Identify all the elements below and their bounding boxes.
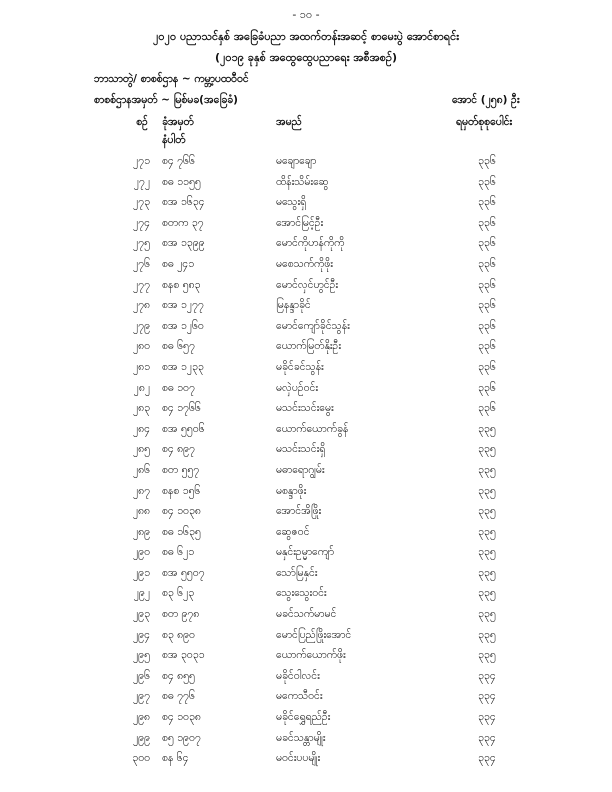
roll-number: စ၄ ၁၀၃၈ xyxy=(162,505,201,518)
table-row xyxy=(0,729,612,750)
student-name: မောင်လှင်ဟွင်ဦး xyxy=(276,278,339,291)
roll-number: စအ ၃၀၃၁ xyxy=(162,649,205,662)
row-number: ၂၇၇ xyxy=(133,278,150,291)
total-marks: ၃၃၆ xyxy=(478,278,496,291)
table-row xyxy=(0,584,612,605)
roll-number: စနစ ၁၅၆ xyxy=(162,484,201,497)
roll-number: စနစ ၅၈၃ xyxy=(162,278,201,291)
student-name: မစေသက်ကိုဖိုး xyxy=(276,257,333,270)
total-marks: ၃၃၅ xyxy=(478,463,496,476)
total-marks: ၃၃၅ xyxy=(478,422,496,435)
row-number: ၂၉၄ xyxy=(133,628,150,641)
total-marks: ၃၃၅ xyxy=(478,566,496,579)
table-row xyxy=(0,523,612,544)
roll-number: စ၄ ၈၉၇ xyxy=(162,443,195,456)
total-marks: ၃၃၅ xyxy=(478,505,496,518)
roll-number: စဓ ၁၆၃၅ xyxy=(162,525,201,538)
student-name: မဓာရောဂျွမ်း xyxy=(276,463,325,476)
student-name: သွေးသွေးဝင်း xyxy=(276,587,327,600)
table-row xyxy=(0,337,612,358)
table-row xyxy=(0,543,612,564)
roll-number: စ၄ ၁၇၆၆ xyxy=(162,402,201,415)
student-name: မခိုင်ဝါလင်း xyxy=(276,669,320,682)
page-number: - ၁၀ - xyxy=(292,8,320,21)
row-number: ၂၇၂ xyxy=(133,175,150,188)
row-number: ၂၇၆ xyxy=(133,257,150,270)
table-row xyxy=(0,482,612,503)
total-marks: ၃၃၆ xyxy=(478,196,496,209)
student-name: မစန္ဒာဖိုး xyxy=(276,484,307,497)
roll-number: စန ၆၄ xyxy=(162,752,189,765)
row-number: ၂၈၉ xyxy=(132,525,150,538)
total-marks: ၃၃၆ xyxy=(478,299,496,312)
table-row xyxy=(0,461,612,482)
total-marks: ၃၃၆ xyxy=(478,216,496,229)
student-name: မောင်ကျော်ခိုင်သွန်း xyxy=(276,319,350,332)
row-number: ၂၈၃ xyxy=(132,402,150,415)
table-row xyxy=(0,749,612,770)
table-row xyxy=(0,276,612,297)
roll-number: စတက ၃၇ xyxy=(162,216,204,229)
table-row xyxy=(0,234,612,255)
table-row xyxy=(0,708,612,729)
student-name: ထိန်းသိမ်းဆွေ xyxy=(276,175,329,188)
total-marks: ၃၃၆ xyxy=(478,340,496,353)
table-row xyxy=(0,502,612,523)
column-header-total: ရမှတ်စုစုပေါင်း xyxy=(456,116,513,128)
row-number: ၂၉၈ xyxy=(132,711,150,724)
roll-number: စအ ၁၂၆၀ xyxy=(162,319,204,332)
table-row xyxy=(0,399,612,420)
table-row xyxy=(0,152,612,173)
student-name: မသွေးရှိ xyxy=(276,196,307,209)
total-marks: ၃၃၆ xyxy=(478,319,496,332)
roll-number: စအ ၁၂၃၃ xyxy=(162,360,204,373)
row-number: ၂၈၀ xyxy=(132,340,150,353)
results-table xyxy=(0,152,612,770)
roll-number: စအ ၁၃၉၉ xyxy=(162,237,205,250)
total-marks: ၃၃၆ xyxy=(478,155,496,167)
student-name: မြနန္ဒာခိုင် xyxy=(276,299,311,312)
roll-number: စအ ၁၂၇၇ xyxy=(162,299,204,312)
total-marks: ၃၃၅ xyxy=(478,628,496,641)
row-number: ၂၇၅ xyxy=(133,237,150,250)
total-marks: ၃၃၄ xyxy=(478,690,496,703)
roll-number: စအ ၅၅၀၇ xyxy=(162,566,205,579)
roll-number: စ၄ ၈၅၅ xyxy=(162,669,195,682)
table-row xyxy=(0,255,612,276)
document-subtitle: (၂၀၁၉ ခုနှစ် အထွေထွေပညာရေး အစီအစဉ်) xyxy=(214,51,398,64)
student-name: မလှဲပဉ်ဝင်း xyxy=(276,381,319,394)
roll-number: စဓ ၂၄၁ xyxy=(162,257,195,270)
total-marks: ၃၃၆ xyxy=(478,360,496,373)
roll-number: စအ ၅၅၀၆ xyxy=(162,422,205,435)
row-number: ၂၈၇ xyxy=(132,484,150,497)
student-name: မကေသီဝင်း xyxy=(276,690,323,703)
student-name: မောင်ပြည်ဖြိုးအောင် xyxy=(276,628,352,641)
student-name: မချောချော xyxy=(276,155,317,167)
total-marks: ၃၃၄ xyxy=(478,752,496,765)
subject-combination-label: ဘာသာတွဲ/ စာစစ်ဌာန ~ ကမ္ဘာ့ပထဝီဝင် xyxy=(94,73,249,85)
row-number: ၂၇၈ xyxy=(132,299,150,312)
table-row xyxy=(0,317,612,338)
row-number: ၃၀၀ xyxy=(132,752,150,765)
roll-number: စ၅ ၁၉၀၇ xyxy=(162,731,201,744)
total-marks: ၃၃၄ xyxy=(478,711,496,724)
student-name: အောင်အိဖြိုး xyxy=(276,505,322,518)
student-name: ယောက်ယောက်ခွန် xyxy=(276,422,349,435)
roll-number: စဓ ၇၇၆ xyxy=(162,690,195,703)
table-row xyxy=(0,420,612,441)
table-row xyxy=(0,379,612,400)
table-row xyxy=(0,440,612,461)
roll-number: စဓ ၁၀၇ xyxy=(162,381,195,394)
table-row xyxy=(0,173,612,194)
roll-number: စဓ ၆၅၇ xyxy=(162,340,195,353)
roll-number: စအ ၁၆၃၄ xyxy=(162,196,205,209)
row-number: ၂၉၅ xyxy=(133,649,150,662)
student-name: ယောက်မြတ်နိုးဦး xyxy=(276,340,342,353)
total-marks: ၃၃၅ xyxy=(478,546,496,559)
student-name: ယောက်ယောက်ဖိုး xyxy=(276,649,346,662)
student-name: မခင်သက်မာမင် xyxy=(276,608,337,621)
total-marks: ၃၃၅ xyxy=(478,608,496,621)
row-number: ၂၉၃ xyxy=(133,608,150,621)
total-marks: ၃၃၅ xyxy=(478,484,496,497)
column-header-no: စဥ် xyxy=(136,116,148,128)
student-name: မသင်းသင်းမွေး xyxy=(276,402,334,415)
total-marks: ၃၃၆ xyxy=(478,175,496,188)
row-number: ၂၉၀ xyxy=(133,546,150,559)
student-name: ဆွေဇဝင် xyxy=(276,525,310,538)
table-row xyxy=(0,626,612,647)
column-header-name: အမည် xyxy=(276,116,302,128)
total-marks: ၃၃၅ xyxy=(478,587,496,600)
document-title: ၂၀၂၀ ပညာသင်နှစ် အခြေခံပညာ အထက်တန်းအဆင့် စာမေးပွဲ အောင်စာရင်း xyxy=(152,30,460,43)
total-marks: ၃၃၅ xyxy=(478,443,496,456)
column-header-roll-line2: နံပါတ် xyxy=(162,134,186,146)
roll-number: စ၄ ၇၆၆ xyxy=(162,155,195,167)
student-name: မနှင်းဥမ္မာကျော် xyxy=(276,546,335,559)
table-row xyxy=(0,687,612,708)
column-header-roll: ခုံအမှတ် xyxy=(162,116,194,128)
student-name: မခိုင်ခင်သွန်း xyxy=(276,360,324,373)
roll-number: စတ ၅၅၇ xyxy=(162,463,200,476)
row-number: ၂၈၄ xyxy=(132,422,150,435)
table-row xyxy=(0,193,612,214)
student-name: မခင်သန္တာမျိုး xyxy=(276,731,326,744)
table-row xyxy=(0,605,612,626)
row-number: ၂၈၂ xyxy=(133,381,150,394)
row-number: ၂၉၆ xyxy=(133,669,150,682)
student-name: သော်မြနှင်း xyxy=(276,566,318,579)
total-marks: ၃၃၆ xyxy=(478,257,496,270)
total-marks: ၃၃၆ xyxy=(478,237,496,250)
row-number: ၂၈၈ xyxy=(132,505,150,518)
row-number: ၂၈၆ xyxy=(132,463,150,476)
roll-number: စ၃ ၆၂၃ xyxy=(162,587,195,600)
total-marks: ၃၃၄ xyxy=(478,731,496,744)
roll-number: စဓ ၆၂၁ xyxy=(162,546,195,559)
row-number: ၂၇၄ xyxy=(133,216,150,229)
row-number: ၂၇၉ xyxy=(133,319,150,332)
roll-number: စတ ၉၇၈ xyxy=(162,608,200,621)
total-marks: ၃၃၆ xyxy=(478,381,496,394)
row-number: ၂၉၁ xyxy=(133,566,150,579)
student-name: မခိုင်ရွှေရည်ဦး xyxy=(276,711,331,724)
row-number: ၂၉၇ xyxy=(133,690,150,703)
student-name: မသင်းသင်းရှိ xyxy=(276,443,326,456)
exam-center-label: စာစစ်ဌာနအမှတ် ~ မြစ်မခ(အခြေခံ) xyxy=(94,94,238,106)
table-row xyxy=(0,358,612,379)
table-row xyxy=(0,646,612,667)
student-name: မောင်ကိုဟန်ကိုကို xyxy=(276,237,345,250)
student-name: မဝင်းပပမျိုး xyxy=(276,752,321,765)
pass-count-label: အောင် (၂၅၈) ဦး xyxy=(452,94,520,106)
row-number: ၂၉၂ xyxy=(133,587,150,600)
roll-number: စ၄ ၁၀၃၈ xyxy=(162,711,201,724)
table-row xyxy=(0,214,612,235)
row-number: ၂၈၅ xyxy=(132,443,150,456)
table-row xyxy=(0,564,612,585)
total-marks: ၃၃၆ xyxy=(478,402,496,415)
table-row xyxy=(0,667,612,688)
row-number: ၂၇၃ xyxy=(133,196,150,209)
total-marks: ၃၃၄ xyxy=(478,669,496,682)
row-number: ၂၉၉ xyxy=(133,731,150,744)
row-number: ၂၈၁ xyxy=(132,360,150,373)
roll-number: စဓ ၁၁၅၅ xyxy=(162,175,201,188)
row-number: ၂၇၁ xyxy=(133,155,150,167)
roll-number: စ၃ ၈၉၀ xyxy=(162,628,195,641)
student-name: အောင်မြင့်ဦး xyxy=(276,216,324,229)
total-marks: ၃၃၅ xyxy=(478,525,496,538)
total-marks: ၃၃၅ xyxy=(478,649,496,662)
table-row xyxy=(0,296,612,317)
